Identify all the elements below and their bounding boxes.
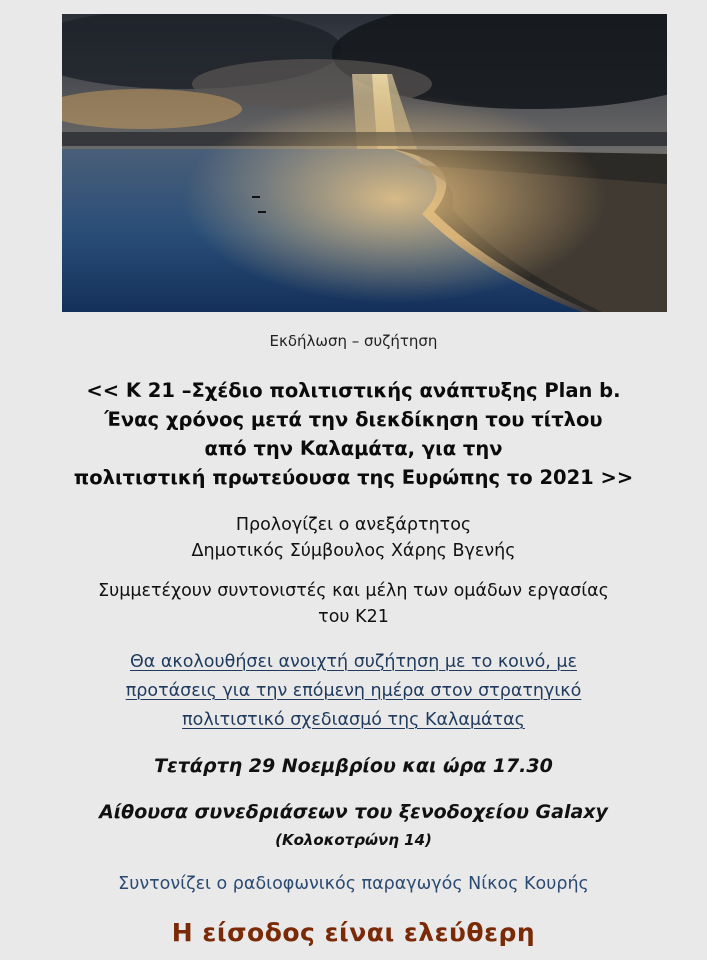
- discussion-line[interactable]: προτάσεις για την επόμενη ημέρα στον στρατηγικό: [125, 681, 582, 701]
- participants-line: Συμμετέχουν συντονιστές και μέλη των ομάδων εργασίας: [98, 581, 609, 601]
- title-line: Ένας χρόνος μετά την διεκδίκηση του τίτλου: [104, 408, 603, 431]
- open-discussion-link[interactable]: [0, 648, 707, 735]
- title-line: πολιτιστική πρωτεύουσα της Ευρώπης το 2021 >>: [73, 466, 634, 489]
- venue-address: (Κολοκοτρώνη 14): [275, 831, 432, 849]
- header-photo-coastline: [62, 14, 667, 312]
- participants-line: του Κ21: [318, 607, 389, 627]
- intro-speaker: [0, 512, 707, 564]
- event-datetime: Τετάρτη 29 Νοεμβρίου και ώρα 17.30: [154, 755, 553, 777]
- intro-line: Δημοτικός Σύμβουλος Χάρης Βγενής: [191, 541, 516, 561]
- title-line: << Κ 21 –Σχέδιο πολιτιστικής ανάπτυξης Plan b.: [86, 379, 621, 402]
- intro-line: Προλογίζει ο ανεξάρτητος: [235, 515, 472, 535]
- title-line: από την Καλαμάτα, για την: [204, 437, 503, 460]
- participants: [0, 578, 707, 630]
- moderator: Συντονίζει ο ραδιοφωνικός παραγωγός Νίκος Κουρής: [118, 874, 589, 894]
- event-title: [0, 376, 707, 492]
- free-entry-notice: Η είσοδος είναι ελεύθερη: [171, 918, 536, 947]
- coastline-sunbeam-image: [62, 14, 667, 312]
- event-type: Εκδήλωση – συζήτηση: [269, 332, 438, 350]
- event-venue: Αίθουσα συνεδριάσεων του ξενοδοχείου Galaxy: [99, 801, 608, 823]
- discussion-line[interactable]: πολιτιστικό σχεδιασμό της Καλαμάτας: [182, 710, 525, 730]
- discussion-line[interactable]: Θα ακολουθήσει ανοιχτή συζήτηση με το κοινό, με: [130, 652, 577, 672]
